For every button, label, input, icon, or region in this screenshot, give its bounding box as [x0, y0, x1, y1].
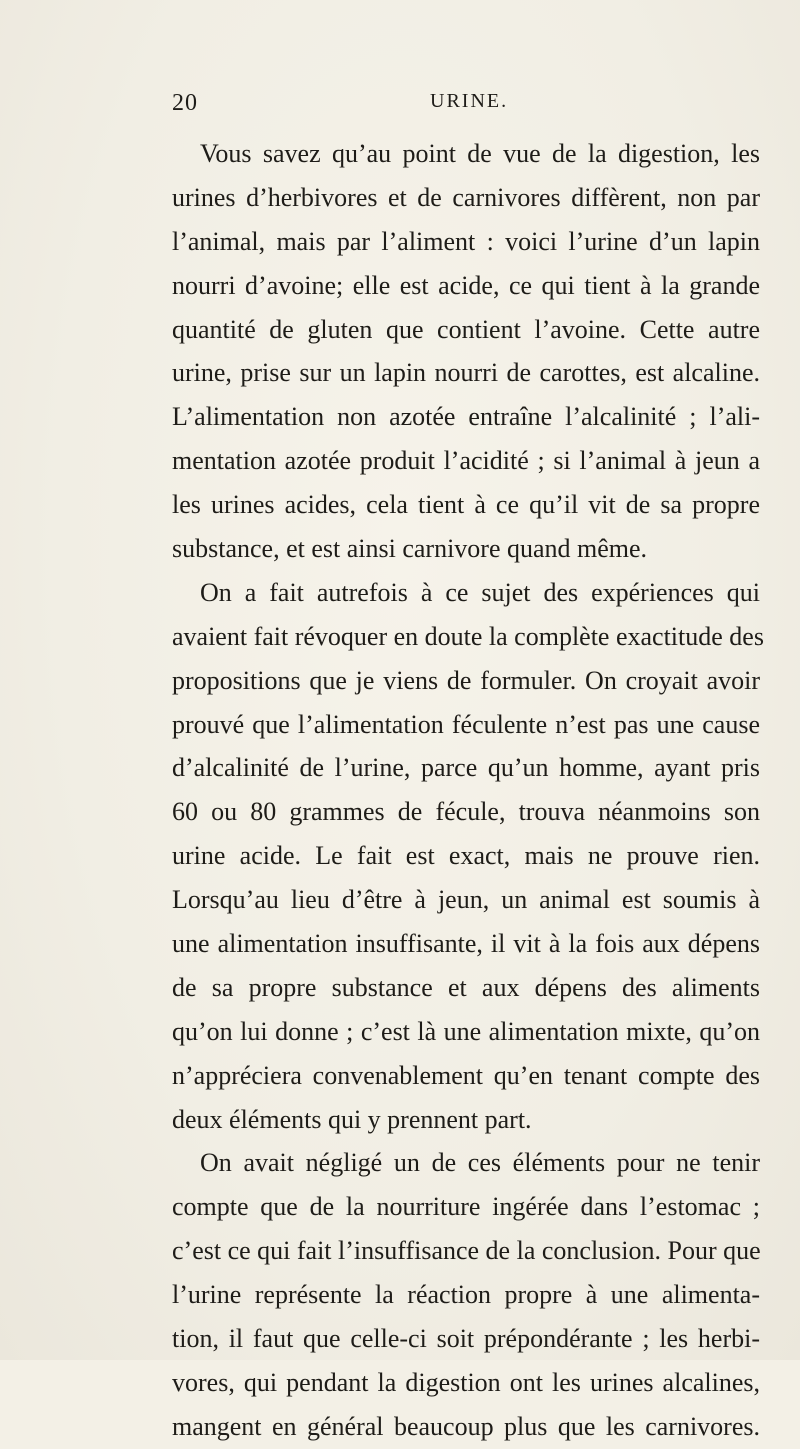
text-line: vores, qui pendant la digestion ont les urines alcalines, — [172, 1367, 760, 1397]
text-line: On avait négligé un de ces éléments pour ne tenir — [200, 1148, 760, 1178]
text-line: Lorsqu’au lieu d’être à jeun, un animal est soumis à — [172, 885, 760, 915]
text-line: propositions que je viens de formuler. On croyait avoir — [172, 665, 760, 695]
text-line: tion, il faut que celle-ci soit prépondérante ; les herbi- — [172, 1324, 760, 1354]
text-line: Vous savez qu’au point de vue de la digestion, les — [200, 139, 760, 168]
text-line: d’alcalinité de l’urine, parce qu’un homme, ayant pris — [172, 753, 760, 783]
text-line: c’est ce qui fait l’insuffisance de la conclusion. Pour que — [172, 1236, 761, 1266]
text-line: nourri d’avoine; elle est acide, ce qui tient à la grande — [172, 270, 760, 300]
page-header — [172, 90, 752, 120]
text-line: 60 ou 80 grammes de fécule, trouva néanmoins son — [172, 797, 760, 827]
text-line: urine, prise sur un lapin nourri de carottes, est alcaline. — [172, 358, 760, 388]
text-line: deux éléments qui y prennent part. — [172, 1104, 532, 1134]
text-line: l’animal, mais par l’aliment : voici l’urine d’un lapin — [172, 226, 760, 256]
text-line: l’urine représente la réaction propre à une alimenta- — [172, 1280, 760, 1310]
text-line: prouvé que l’alimentation féculente n’est pas une cause — [172, 709, 760, 739]
running-title: URINE. — [430, 90, 509, 112]
text-line: On a fait autrefois à ce sujet des expériences qui — [200, 577, 760, 607]
page-number: 20 — [172, 90, 198, 116]
text-line: n’appréciera convenablement qu’en tenant compte des — [172, 1060, 760, 1090]
text-line: de sa propre substance et aux dépens des aliments — [172, 972, 760, 1002]
text-line: substance, et est ainsi carnivore quand même. — [172, 534, 648, 564]
text-line: mangent en général beaucoup plus que les carnivores. — [172, 1411, 760, 1441]
text-line: avaient fait révoquer en doute la complète exactitude des — [172, 621, 764, 651]
text-line: urine acide. Le fait est exact, mais ne prouve rien. — [172, 841, 760, 871]
text-line: les urines acides, cela tient à ce qu’il vit de sa propre — [172, 490, 760, 520]
text-line: compte que de la nourriture ingérée dans l’estomac ; — [172, 1192, 760, 1222]
text-line: mentation azotée produit l’acidité ; si l’animal à jeun a — [172, 446, 760, 476]
text-line: une alimentation insuffisante, il vit à la fois aux dépens — [172, 929, 760, 959]
body-text — [172, 132, 764, 1449]
text-line: urines d’herbivores et de carnivores diffèrent, non par — [172, 182, 760, 212]
text-line: qu’on lui donne ; c’est là une alimentation mixte, qu’on — [172, 1016, 760, 1046]
text-line: quantité de gluten que contient l’avoine. Cette autre — [172, 314, 760, 344]
text-line: L’alimentation non azotée entraîne l’alcalinité ; l’ali- — [172, 402, 760, 432]
